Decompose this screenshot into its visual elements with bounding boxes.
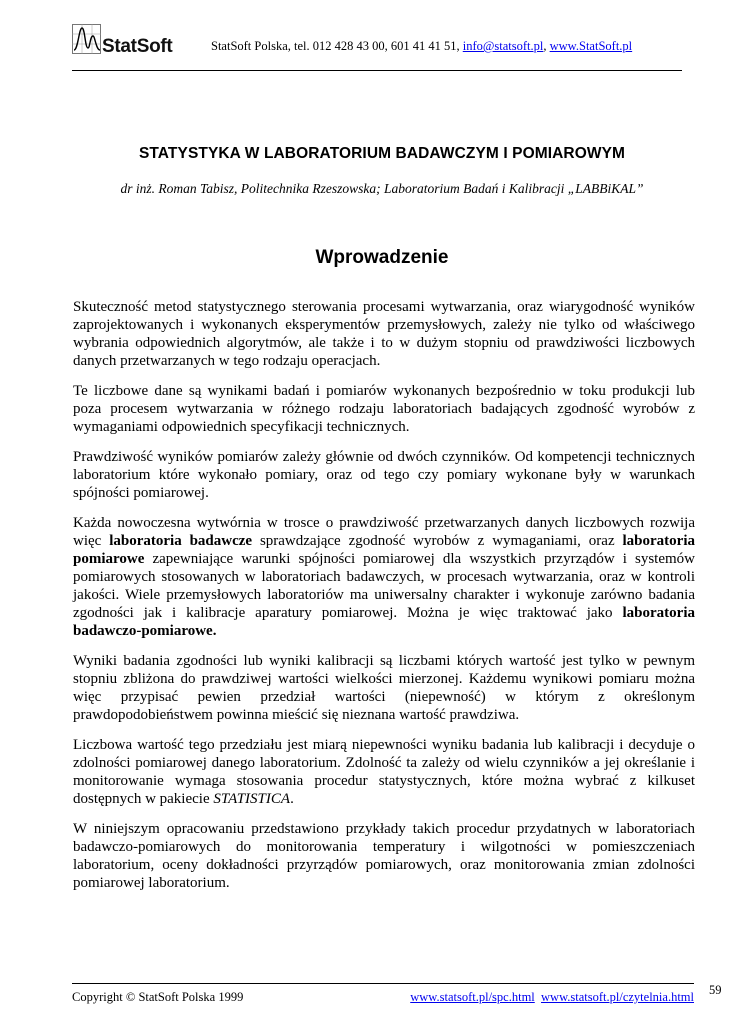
contact-text: StatSoft Polska, tel. 012 428 43 00, 601 41 41 51, — [211, 39, 463, 53]
paragraph-7: W niniejszym opracowaniu przedstawiono przykłady takich procedur przydatnych w laboratoriach badawczo-pomiarowych do monitorowania temperatury i wilgotności w pomieszczeniach laboratorium, oceny dokładności przyrządów pomiarowych, oraz monitorowania zmian zdolności pomiarowej laboratorium. — [73, 821, 695, 891]
document-title: STATYSTYKA W LABORATORIUM BADAWCZYM I POMIAROWYM — [138, 145, 626, 162]
paragraph-6 — [73, 736, 695, 808]
author-line: dr inż. Roman Tabisz, Politechnika Rzeszowska; Laboratorium Badań i Kalibracji „LABBiKAL” — [120, 181, 644, 196]
paragraph-4-text-3: zapewniające warunki spójności pomiarowej dla wszystkich przyrządów i systemów pomiarowych stosowanych w laboratoriach badawczych, w procesach wytwarzania, oraz w kontroli jakości. Wiele przemysłowych laboratoriów ma uniwersalny charakter i wykonuje zarówno badania zgodności jak i kalibracje aparatury pomiarowej. Można je więc traktować jako — [73, 551, 695, 621]
paragraph-4-bold-1: laboratoria badawcze — [109, 533, 253, 549]
contact-separator: , — [543, 39, 550, 53]
paragraph-6-text-1: Liczbowa wartość tego przedziału jest miarą niepewności wyniku badania lub kalibracji i decyduje o zdolności pomiarowej danego laboratorium. Zdolność ta zależy od wielu czynników a jej określanie i monitorowanie wymaga stosowania procedur statystycznych, które można wybrać z kilkuset dostępnych w pakiecie — [73, 737, 695, 807]
footer-links — [410, 990, 694, 1005]
paragraph-4-text-2: sprawdzające zgodność wyrobów z wymaganiami, oraz — [252, 533, 623, 549]
page-footer — [72, 983, 694, 1006]
paragraph-4-bold-2: laboratoria pomiarowe — [73, 533, 695, 567]
statsoft-logo — [72, 24, 202, 58]
czytelnia-link[interactable]: www.statsoft.pl/czytelnia.html — [541, 990, 694, 1004]
paragraph-3: Prawdziwość wyników pomiarów zależy głównie od dwóch czynników. Od kompetencji technicznych laboratorium które wykonało pomiary, oraz od tego czy pomiary wykonane były w warunkach spójności pomiarowej. — [73, 449, 695, 501]
copyright-text: Copyright © StatSoft Polska 1999 — [72, 990, 244, 1004]
page-number: 59 — [709, 983, 722, 997]
statsoft-logo-icon — [72, 24, 102, 56]
section-heading: Wprowadzenie — [315, 247, 449, 268]
header-contact — [211, 39, 632, 54]
email-link[interactable]: info@statsoft.pl — [462, 39, 544, 53]
page-header — [72, 22, 682, 71]
paragraph-4 — [73, 514, 695, 640]
document-body — [73, 298, 695, 904]
paragraph-6-text-2: . — [290, 791, 294, 807]
paragraph-6-italic: STATISTICA — [213, 791, 291, 807]
paragraph-2: Te liczbowe dane są wynikami badań i pomiarów wykonanych bezpośrednio w toku produkcji lub poza procesem wytwarzania w różnego rodzaju laboratoriach badających zgodność wyrobów z wymaganiami odpowiednich specyfikacji technicznych. — [73, 383, 695, 435]
website-link[interactable]: www.StatSoft.pl — [549, 39, 633, 53]
paragraph-1: Skuteczność metod statystycznego sterowania procesami wytwarzania, oraz wiarygodność wyników zaprojektowanych i wykonanych eksperymentów przemysłowych, zależy nie tylko od właściwego wybrania odpowiednich algorytmów, ale także i to w dużym stopniu od prawdziwości liczbowych danych przetwarzanych w tego rodzaju operacjach. — [73, 299, 695, 369]
paragraph-4-text-1: Każda nowoczesna wytwórnia w trosce o prawdziwość przetwarzanych danych liczbowych rozwija więc — [73, 515, 695, 549]
spc-link[interactable]: www.statsoft.pl/spc.html — [410, 990, 535, 1004]
logo-text: StatSoft — [102, 36, 173, 57]
paragraph-5: Wyniki badania zgodności lub wyniki kalibracji są liczbami których wartość jest tylko w pewnym stopniu zbliżona do prawdziwej wartości wielkości mierzonej. Każdemu wynikowi pomiaru można więc przypisać pewien przedział wartości (niepewność) w którym z określonym prawdopodobieństwem powinna mieścić się nieznana wartość prawdziwa. — [73, 653, 695, 723]
paragraph-4-bold-3: laboratoria badawczo-pomiarowe. — [73, 605, 695, 639]
